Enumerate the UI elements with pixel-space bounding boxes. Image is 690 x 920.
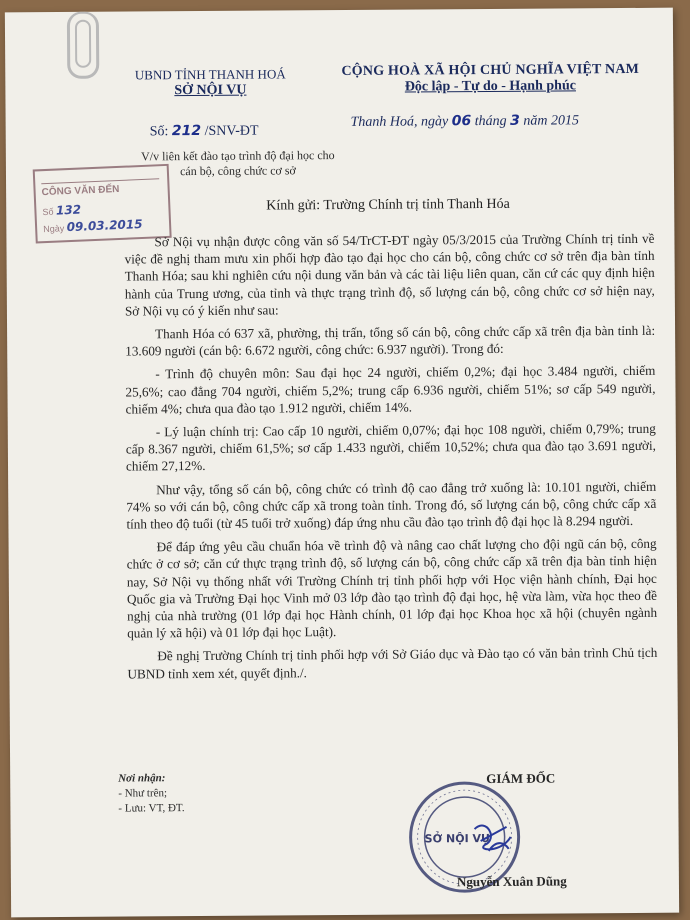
org-line2: SỞ NỘI VỤ <box>174 82 247 99</box>
doc-no-prefix: Số: <box>149 124 172 140</box>
org-line1: UBND TỈNH THANH HOÁ <box>134 66 286 83</box>
recipients-line1: - Như trên; <box>118 787 168 800</box>
stamp-number-value: 132 <box>55 202 82 218</box>
paragraph-professional-level: - Trình độ chuyên môn: Sau đại học 24 người, chiếm 0,2%; đại học 3.484 người, chiếm 25,6%; cao đẳng 704 người, chiếm 5,2%; trung cấp 6.936 người, chiếm 51%; sơ cấp 549 người, chiếm 4%; chưa qua đào tạo 1.912 người, chiếm 14%. <box>125 363 656 417</box>
date-month-label: tháng <box>471 113 511 130</box>
national-heading <box>325 62 655 96</box>
stamp-number <box>42 203 81 219</box>
seal-center-text: SỞ NỘI VỤ <box>424 831 490 846</box>
stamp-number-label: Số <box>42 206 54 218</box>
recipients-heading: Nơi nhận: <box>118 772 166 785</box>
stamp-date-label: Ngày <box>42 223 65 235</box>
recipients-block <box>118 770 298 816</box>
stamp-title: CÔNG VĂN ĐẾN <box>41 183 120 199</box>
paragraph-request: Đề nghị Trường Chính trị tỉnh phối hợp với Sở Giáo dục và Đào tạo có văn bản trình Chủ tịch UBND tỉnh xem xét, quyết định./. <box>127 645 658 682</box>
document-page <box>5 8 679 918</box>
stamp-date <box>43 217 143 235</box>
country-name: CỘNG HOÀ XÃ HỘI CHỦ NGHĨA VIỆT NAM <box>341 61 640 79</box>
date-place: Thanh Hoá, ngày <box>350 114 452 130</box>
issuing-organization <box>95 66 325 100</box>
recipient-line: Kính gửi: Trường Chính trị tỉnh Thanh Hóa <box>266 196 510 214</box>
doc-no-suffix: /SNV-ĐT <box>201 123 259 139</box>
date-day: 06 <box>451 113 472 130</box>
motto: Độc lập - Tự do - Hạnh phúc <box>404 78 576 95</box>
subject-line: V/v liên kết đào tạo trình độ đại học cho cán bộ, công chức cơ sở <box>140 148 335 179</box>
stamp-header-bar <box>41 168 159 184</box>
paragraph-summary: Như vậy, tổng số cán bộ, công chức có trình độ cao đẳng trở xuống là: 10.101 người, chiếm 74% so với cán bộ, công chức cấp xã trong toàn tỉnh. Trong đó, số lượng cán bộ, công chức cấp xã tính theo độ tuổi (từ 45 tuổi trở xuống) đáp ứng nhu cầu đào tạo trình độ đại học là 8.294 người. <box>126 478 657 532</box>
paper-clip-inner-icon <box>75 20 91 68</box>
document-date <box>351 112 579 131</box>
signer-title: GIÁM ĐỐC <box>486 770 556 787</box>
incoming-document-stamp <box>33 164 172 244</box>
date-month: 3 <box>510 112 520 129</box>
date-year: năm 2015 <box>519 113 580 129</box>
stamp-date-value: 09.03.2015 <box>66 217 143 235</box>
paragraph-intro: Sở Nội vụ nhận được công văn số 54/TrCT-ĐT ngày 05/3/2015 của Trường Chính trị tỉnh về việc đề nghị tham mưu xin phối hợp đào tạo đại học cho cán bộ, công chức cơ sở trên địa bàn tỉnh Thanh Hóa; sau khi nghiên cứu nội dung văn bản và các tài liệu liên quan, căn cứ các quy định hiện hành của Trung ương, của tỉnh và thực trạng trình độ, số lượng cán bộ, công chức cơ sở hiện nay, Sở Nội vụ có ý kiến như sau: <box>124 230 655 319</box>
document-body <box>124 230 657 683</box>
paragraph-overview: Thanh Hóa có 637 xã, phường, thị trấn, tổng số cán bộ, công chức cấp xã trên địa bàn tỉnh là: 13.609 người (cán bộ: 6.672 người, công chức: 6.937 người). Trong đó: <box>125 322 656 359</box>
document-number <box>150 123 259 141</box>
doc-no-handwritten: 212 <box>171 122 202 140</box>
signer-name: Nguyễn Xuân Dũng <box>456 873 567 890</box>
paragraph-political-theory: - Lý luận chính trị: Cao cấp 10 người, chiếm 0,07%; đại học 108 người, chiếm 0,79%; trung cấp 8.367 người, chiếm 61,5%; sơ cấp 1.433 người, chiếm 10,52%; chưa qua đào tạo 3.691 người, chiếm 27,12%. <box>125 420 656 474</box>
paragraph-proposal: Để đáp ứng yêu cầu chuẩn hóa về trình độ và nâng cao chất lượng cho đội ngũ cán bộ, công chức ở cơ sở; căn cứ thực trạng trình độ, số lượng cán bộ, công chức cấp xã trên địa bàn tỉnh hiện nay, Sở Nội vụ thống nhất với Trường Chính trị tỉnh phối hợp với Học viện hành chính, Đại học Quốc gia và Trường Đại học Vinh mở 03 lớp đào tạo trình độ đại học, hệ vừa làm, vừa học theo đề nghị của nhà trường (01 lớp đại học Hành chính, 01 lớp đại học Khoa học xã hội (chuyên ngành quản lý xã hội) và 01 lớp đại học Luật). <box>126 536 658 641</box>
recipients-line2: - Lưu: VT, ĐT. <box>118 802 185 815</box>
